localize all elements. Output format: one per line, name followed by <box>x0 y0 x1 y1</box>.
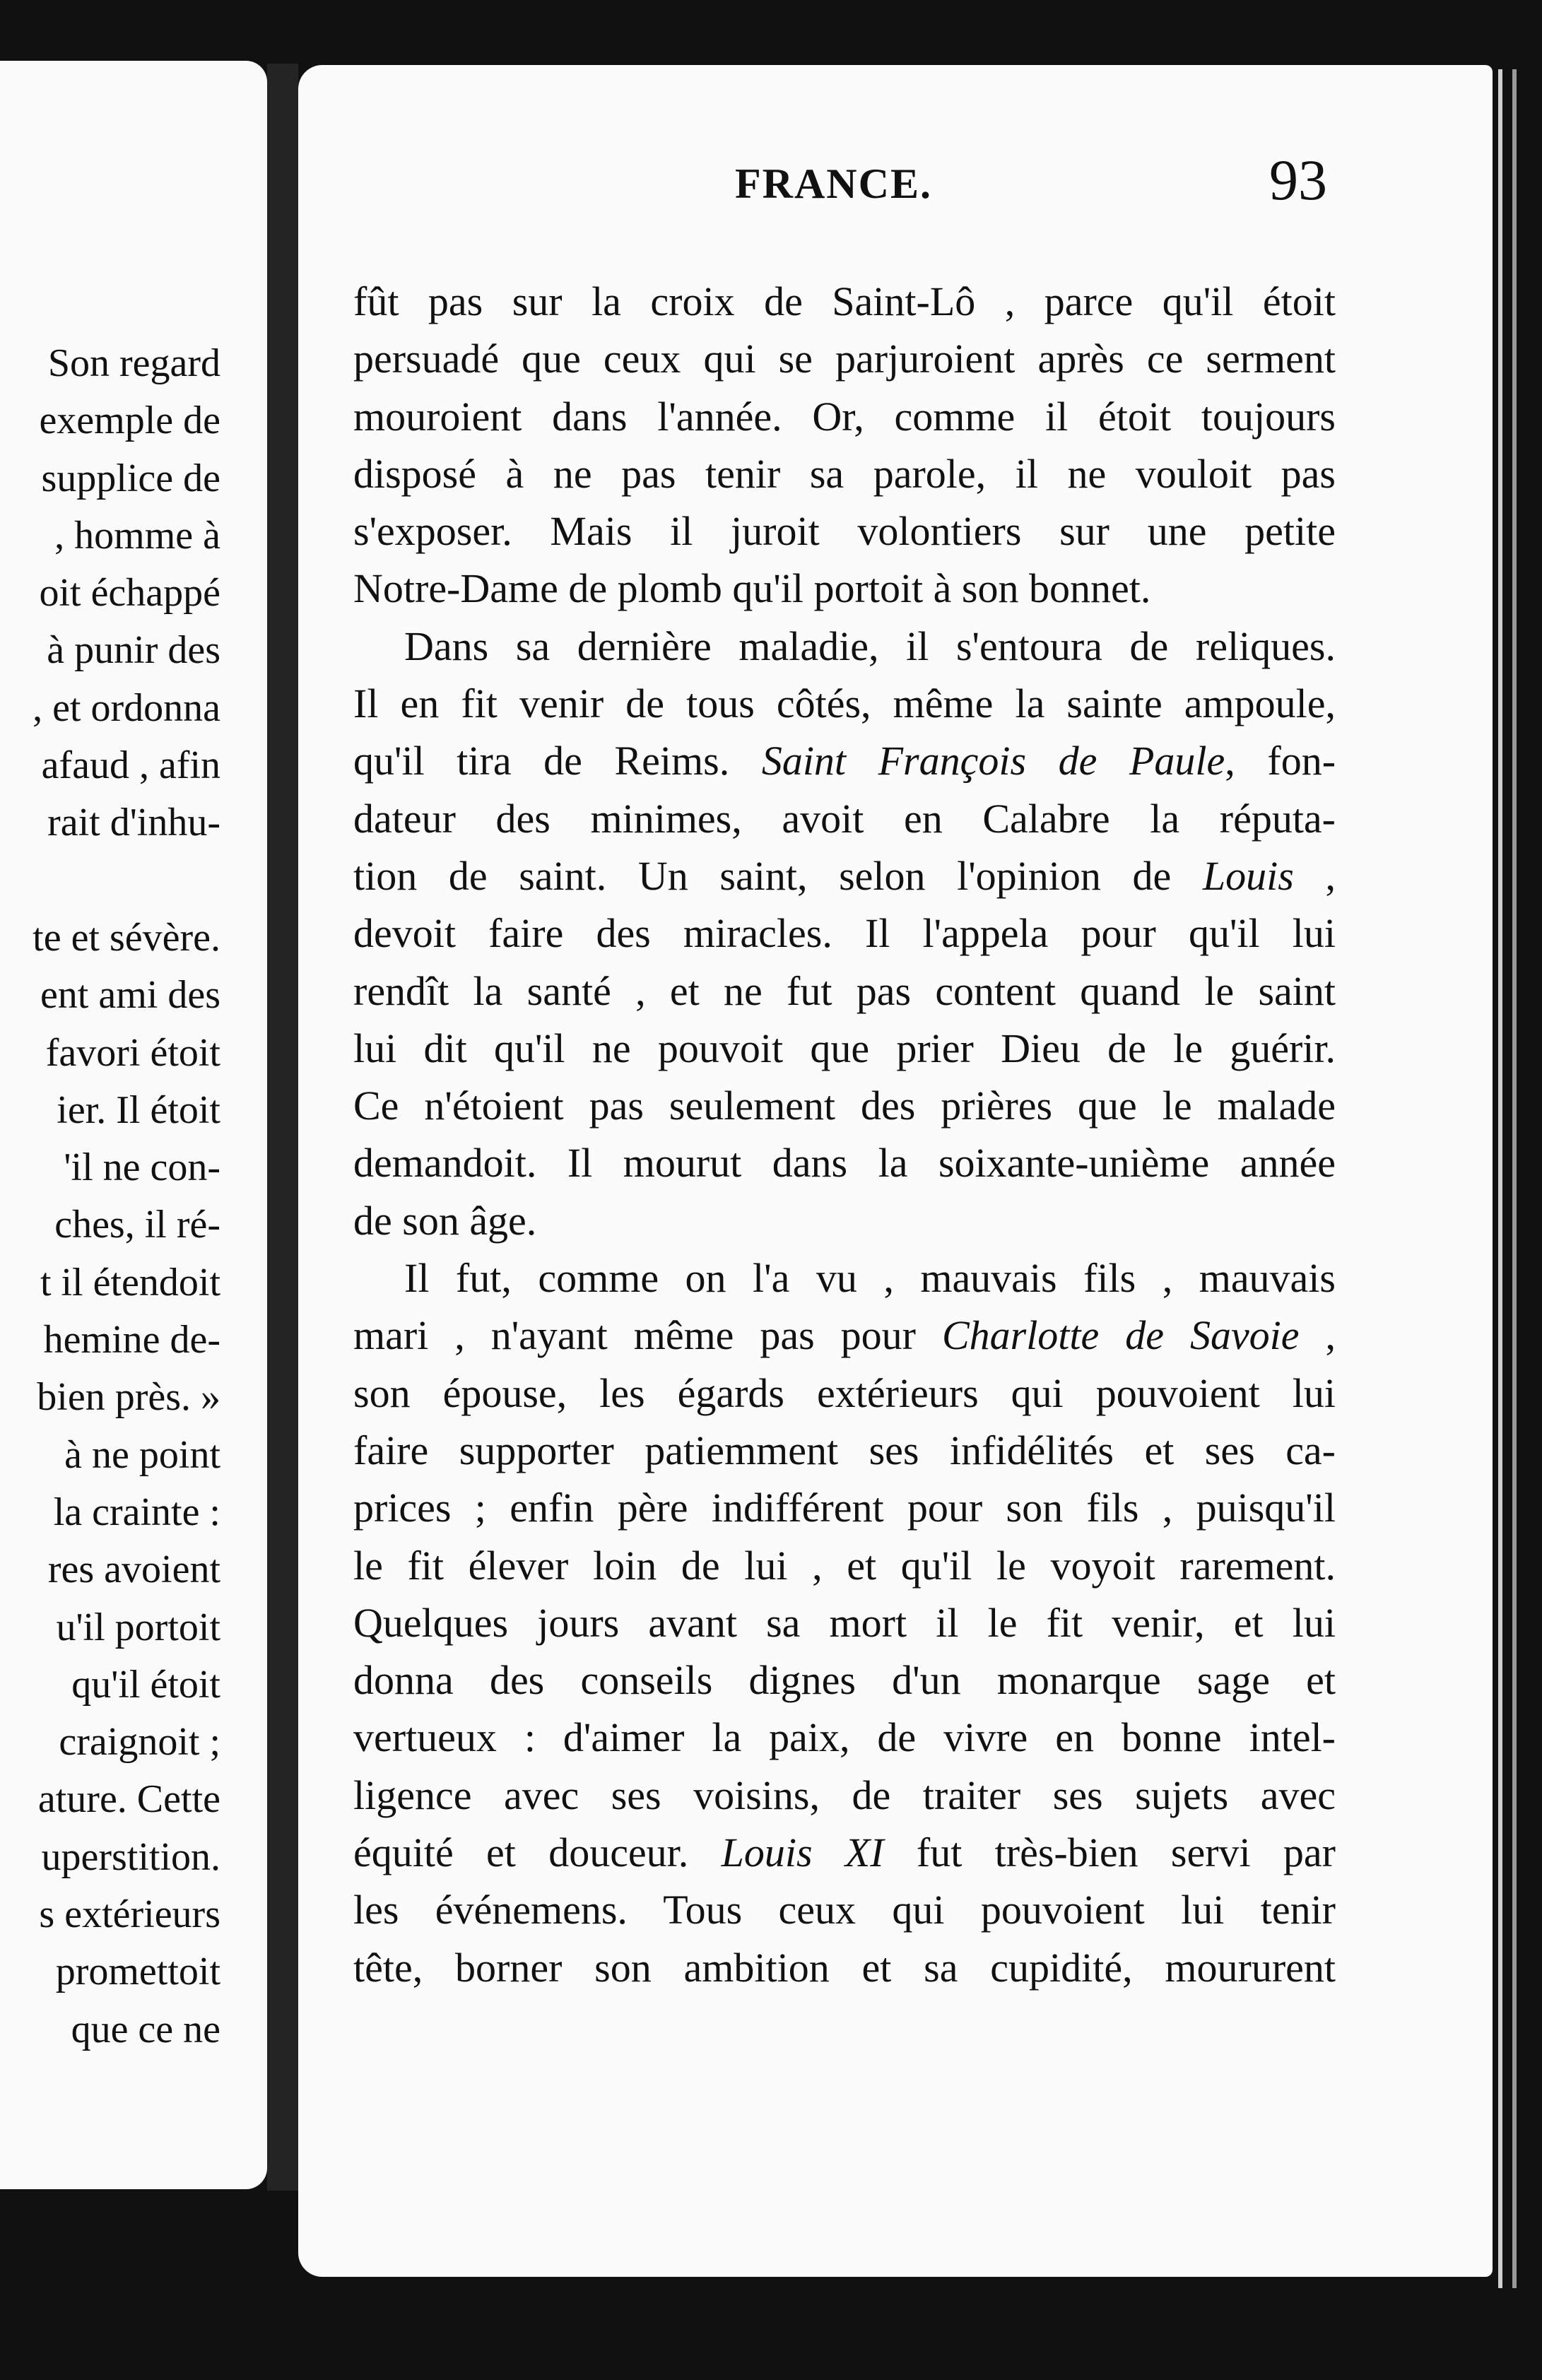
text-line <box>353 560 1336 617</box>
text-line <box>353 1824 1336 1881</box>
text-run: de son âge. <box>353 1197 537 1244</box>
previous-page-line: promettoit <box>55 1950 220 1994</box>
text-run: Ce n'étoient pas seulement des prières que le malade <box>353 1083 1336 1129</box>
text-run: son épouse, les égards extérieurs qui pouvoient lui <box>353 1369 1336 1416</box>
text-run: vertueux : d'aimer la paix, de vivre en bonne intel- <box>353 1714 1336 1761</box>
text-run: Notre-Dame de plomb qu'il portoit à son bonnet. <box>353 565 1151 612</box>
previous-page-line: rait d'inhu- <box>47 801 220 845</box>
page-edge <box>1512 69 1517 2288</box>
text-run: équité et douceur. <box>353 1830 722 1876</box>
text-run: tion de saint. Un saint, selon l'opinion de <box>353 852 1203 899</box>
text-run: les événemens. Tous ceux qui pouvoient lui tenir <box>353 1887 1336 1933</box>
text-run: s'exposer. Mais il juroit volontiers sur une petite <box>353 508 1336 555</box>
text-line <box>353 273 1336 330</box>
previous-page-line: craignoit ; <box>59 1720 220 1765</box>
previous-page-line: , homme à <box>54 513 220 558</box>
previous-page <box>0 61 267 2189</box>
previous-page-line: hemine de- <box>43 1318 220 1362</box>
text-line <box>353 330 1336 387</box>
text-run: , <box>1299 1312 1336 1359</box>
previous-page-line: , et ordonna <box>33 685 220 730</box>
text-line <box>353 1192 1336 1249</box>
previous-page-line <box>0 852 220 909</box>
previous-page-line: favori étoit <box>45 1030 220 1075</box>
text-run: Dans sa dernière maladie, il s'entoura de reliques. <box>404 623 1336 669</box>
previous-page-line: uperstition. <box>41 1834 220 1879</box>
text-line <box>353 1479 1336 1536</box>
text-line <box>353 502 1336 560</box>
book-gutter <box>267 64 298 2191</box>
text-line <box>353 1307 1336 1364</box>
text-run: rendît la santé , et ne fut pas content quand le saint <box>353 967 1336 1014</box>
previous-page-line: ent ami des <box>40 973 220 1018</box>
running-head <box>438 147 1327 218</box>
text-run: demandoit. Il mourut dans la soixante-unième année <box>353 1140 1336 1186</box>
text-line <box>353 1134 1336 1191</box>
text-line <box>353 732 1336 789</box>
text-run: fut très-bien servi par <box>883 1830 1336 1876</box>
previous-page-line: bien près. » <box>37 1375 220 1420</box>
italic-text: Louis XI <box>721 1830 884 1876</box>
text-run: faire supporter patiemment ses infidélités et ses ca- <box>353 1427 1336 1473</box>
italic-text: Charlotte de Savoie <box>941 1312 1300 1359</box>
body-text <box>353 273 1336 1996</box>
italic-text: Louis <box>1202 852 1294 899</box>
previous-page-line: t il étendoit <box>40 1260 220 1304</box>
text-run: dateur des minimes, avoit en Calabre la réputa- <box>353 795 1336 842</box>
text-line <box>353 675 1336 732</box>
text-line <box>353 1422 1336 1479</box>
text-line <box>353 1651 1336 1709</box>
text-run: persuadé que ceux qui se parjuroient après ce serment <box>353 336 1336 382</box>
text-line <box>353 1709 1336 1766</box>
previous-page-line: res avoient <box>47 1548 220 1592</box>
text-line <box>353 1881 1336 1938</box>
previous-page-line: ches, il ré- <box>54 1203 220 1247</box>
text-line <box>353 1249 1336 1307</box>
text-line <box>353 1537 1336 1594</box>
text-run: prices ; enfin père indifférent pour son fils , puisqu'il <box>353 1485 1336 1531</box>
text-run: Il en fit venir de tous côtés, même la sainte ampoule, <box>353 681 1336 727</box>
previous-page-text <box>0 335 220 2058</box>
previous-page-line: qu'il étoit <box>71 1662 220 1707</box>
text-line <box>353 790 1336 847</box>
previous-page-line: ature. Cette <box>37 1777 220 1822</box>
previous-page-line: Son regard <box>47 341 220 385</box>
previous-page-line: que ce ne <box>71 2007 220 2051</box>
header-title: FRANCE. <box>735 160 932 207</box>
page-edge <box>1498 69 1502 2288</box>
previous-page-line: te et sévère. <box>33 915 220 960</box>
text-run: fût pas sur la croix de Saint-Lô , parce qu'il étoit <box>353 278 1336 324</box>
previous-page-line: exemple de <box>39 399 220 443</box>
text-line <box>353 618 1336 675</box>
previous-page-line: afaud , afin <box>41 743 220 788</box>
text-line <box>353 1365 1336 1422</box>
previous-page-line: u'il portoit <box>56 1605 220 1649</box>
text-line <box>353 1939 1336 1996</box>
text-run: ligence avec ses voisins, de traiter ses sujets avec <box>353 1772 1336 1818</box>
page-number: 93 <box>1269 148 1327 212</box>
previous-page-line: à ne point <box>64 1432 220 1477</box>
text-run: Il fut, comme on l'a vu , mauvais fils , mauvais <box>404 1255 1336 1302</box>
previous-page-line: supplice de <box>41 456 220 500</box>
text-run: le fit élever loin de lui , et qu'il le voyoit rarement. <box>353 1542 1336 1589</box>
text-line <box>353 847 1336 905</box>
text-line <box>353 1077 1336 1134</box>
text-run: Quelques jours avant sa mort il le fit venir, et lui <box>353 1599 1336 1646</box>
text-line <box>353 962 1336 1020</box>
text-run: , fon- <box>1225 738 1336 784</box>
text-run: mari , n'ayant même pas pour <box>353 1312 942 1359</box>
text-run: , <box>1293 852 1336 899</box>
previous-page-line: la crainte : <box>53 1490 220 1534</box>
text-run: donna des conseils dignes d'un monarque sage et <box>353 1657 1336 1704</box>
previous-page-line: à punir des <box>47 628 220 673</box>
text-run: qu'il tira de Reims. <box>353 738 762 784</box>
text-run: lui dit qu'il ne pouvoit que prier Dieu de le guérir. <box>353 1025 1336 1071</box>
text-run: devoit faire des miracles. Il l'appela pour qu'il lui <box>353 910 1336 957</box>
text-line <box>353 1767 1336 1824</box>
previous-page-line: 'il ne con- <box>64 1145 220 1190</box>
italic-text: Saint François de Paule <box>761 738 1225 784</box>
previous-page-line: oit échappé <box>39 571 220 615</box>
text-run: mouroient dans l'année. Or, comme il étoit toujours <box>353 393 1336 440</box>
previous-page-line: s extérieurs <box>39 1892 220 1937</box>
text-run: disposé à ne pas tenir sa parole, il ne vouloit pas <box>353 450 1336 497</box>
text-line <box>353 1594 1336 1651</box>
previous-page-line: ier. Il étoit <box>57 1088 220 1132</box>
text-line <box>353 1020 1336 1077</box>
text-line <box>353 388 1336 445</box>
text-run: tête, borner son ambition et sa cupidité, moururent <box>353 1944 1336 1991</box>
text-line <box>353 445 1336 502</box>
text-line <box>353 905 1336 962</box>
